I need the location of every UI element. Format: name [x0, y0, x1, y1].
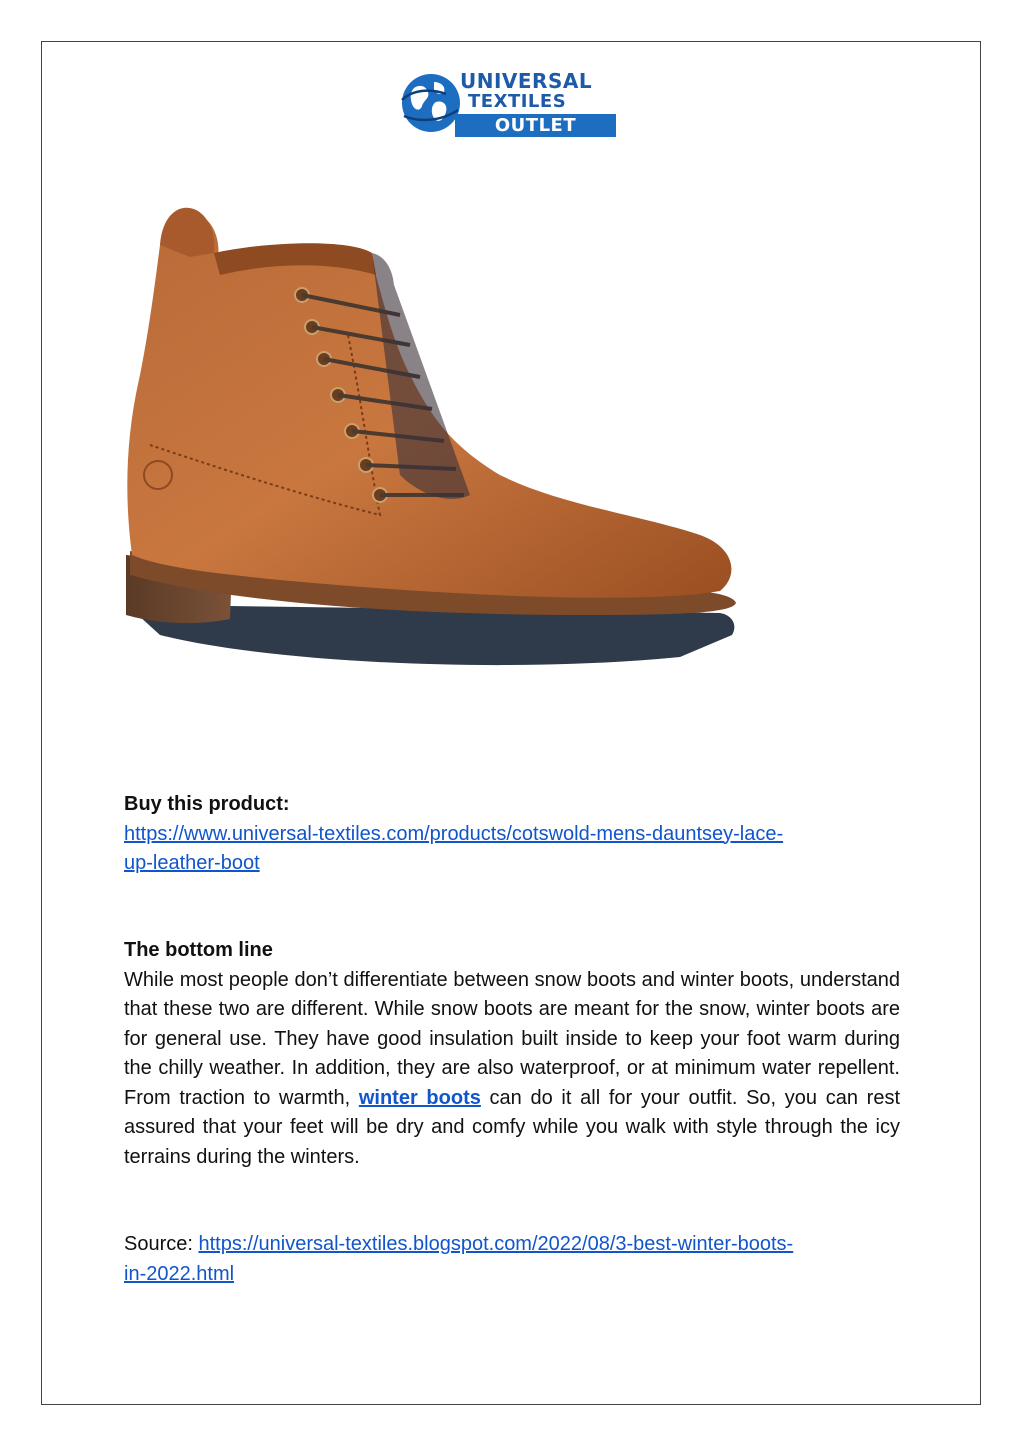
- leather-boot-image: [120, 195, 745, 705]
- source-url-line2: in-2022.html: [124, 1262, 235, 1285]
- bottom-line-heading: The bottom line: [124, 939, 273, 961]
- paragraph-text-after: can do it all for your outfit. So, you can rest assured that your feet will be dry and comfy while you walk with style through the icy terrains during the winters.: [124, 1086, 901, 1168]
- bottom-line-section: [124, 936, 900, 1172]
- globe-icon: [400, 72, 462, 134]
- product-url-link[interactable]: [124, 823, 783, 875]
- source-url-line1: https://universal-textiles.blogspot.com/2022/08/3-best-winter-boots-: [198, 1233, 794, 1255]
- logo-line-textiles: TEXTILES: [468, 91, 567, 112]
- source-section: [124, 1230, 900, 1289]
- universal-textiles-logo[interactable]: [400, 68, 618, 140]
- bottom-line-paragraph: [124, 966, 900, 1173]
- paragraph-text-before: While most people don’t differentiate between snow boots and winter boots, understand that these two are different. While snow boots are meant for the snow, winter boots are for general use. They have good insulation built inside to keep your foot warm during the chilly weather. In addition, they are also waterproof, or at minimum water repellent. From traction to warmth,: [124, 968, 900, 1109]
- logo-line-universal: UNIVERSAL: [460, 69, 593, 93]
- product-url-line2: up-leather-boot: [124, 852, 260, 874]
- winter-boots-link[interactable]: winter boots: [358, 1086, 481, 1109]
- product-url-line1: https://www.universal-textiles.com/products/cotswold-mens-dauntsey-lace-: [124, 822, 784, 845]
- buy-heading: Buy this product:: [124, 793, 290, 815]
- buy-section: [124, 790, 900, 879]
- logo-line-outlet: OUTLET: [455, 114, 616, 137]
- source-label: Source:: [124, 1233, 199, 1255]
- source-url-link[interactable]: [124, 1233, 793, 1285]
